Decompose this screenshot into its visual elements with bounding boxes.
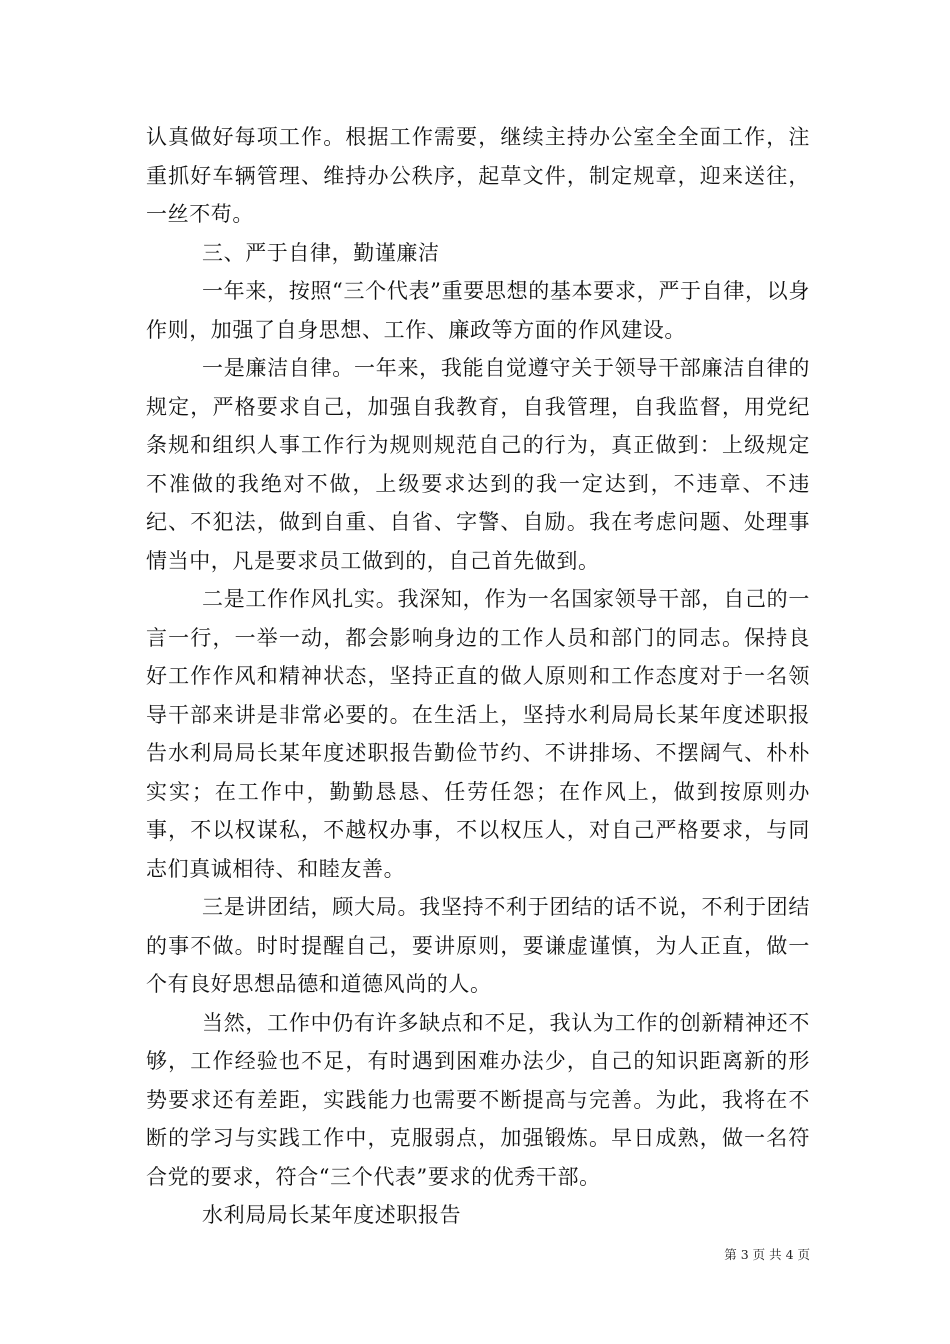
paragraph-unity: 三是讲团结，顾大局。我坚持不利于团结的话不说，不利于团结的事不做。时时提醒自己，要讲原则，要谦虚谨慎，为人正直，做一个有良好思想品德和道德风尚的人。 — [146, 895, 810, 996]
paragraph-continuation: 认真做好每项工作。根据工作需要，继续主持办公室全全面工作，注重抓好车辆管理、维持办公秩序，起草文件，制定规章，迎来送往，一丝不苟。 — [146, 125, 810, 226]
paragraph-integrity: 一是廉洁自律。一年来，我能自觉遵守关于领导干部廉洁自律的规定，严格要求自己，加强自我教育，自我管理，自我监督，用党纪条规和组织人事工作行为规则规范自己的行为，真正做到：上级规定不准做的我绝对不做，上级要求达到的我一定达到，不违章、不违纪、不犯法，做到自重、自省、字警、自励。我在考虑问题、处理事情当中，凡是要求员工做到的，自己首先做到。 — [146, 356, 810, 573]
page-number-footer: 第 3 页 共 4 页 — [724, 1247, 810, 1262]
document-body — [146, 118, 810, 1235]
section-heading-self-discipline: 三、严于自律，勤谨廉洁 — [202, 240, 440, 265]
paragraph-intro-self-discipline: 一年来，按照“三个代表”重要思想的基本要求，严于自律，以身作则，加强了自身思想、工作、廉政等方面的作风建设。 — [146, 279, 810, 342]
paragraph-work-style: 二是工作作风扎实。我深知，作为一名国家领导干部，自己的一言一行，一举一动，都会影响身边的工作人员和部门的同志。保持良好工作作风和精神状态，坚持正直的做人原则和工作态度对于一名领导干部来讲是非常必要的。在生活上，坚持水利局局长某年度述职报告水利局局长某年度述职报告勤俭节约、不讲排场、不摆阔气、朴朴实实；在工作中，勤勤恳恳、任劳任怨；在作风上，做到按原则办事，不以权谋私，不越权办事，不以权压人，对自己严格要求，与同志们真诚相待、和睦友善。 — [146, 587, 810, 881]
paragraph-shortcomings: 当然，工作中仍有许多缺点和不足，我认为工作的创新精神还不够，工作经验也不足，有时遇到困难办法少，自己的知识距离新的形势要求还有差距，实践能力也需要不断提高与完善。为此，我将在不断的学习与实践工作中，克服弱点，加强锻炼。早日成熟，做一名符合党的要求，符合“三个代表”要求的优秀干部。 — [146, 1010, 810, 1189]
document-title-line: 水利局局长某年度述职报告 — [202, 1203, 462, 1227]
